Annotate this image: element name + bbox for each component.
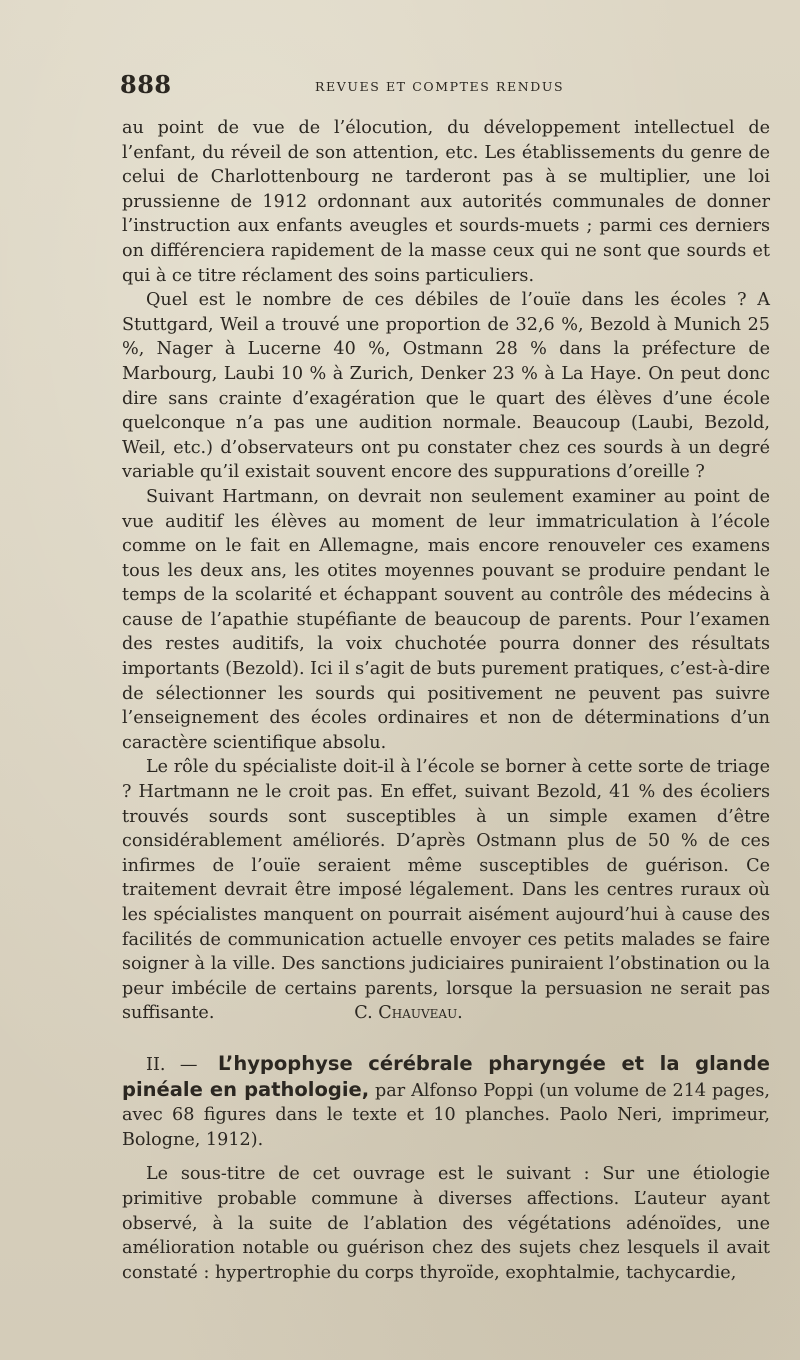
body-text: [122, 116, 770, 1285]
review-paragraph: Le sous-titre de cet ouvrage est le suivant : Sur une étiologie primitive probable commune à diverses affections. L’auteur ayant observé, à la suite de l’ablation des végétations adénoïdes, une amélioration notable ou guérison chez des sujets chez lesquels il avait constaté : hypertrophie du corps thyroïde, exophtalmie, tachycardie,: [122, 1164, 770, 1283]
review-section: [122, 1052, 770, 1285]
page-header: [120, 70, 770, 100]
paragraph-continuation: au point de vue de l’élocution, du développement intellectuel de l’enfant, du réveil de son attention, etc. Les établissements du genre de celui de Charlottenbourg ne tarderont pas à se multiplier, une loi prussienne de 1912 ordonnant aux autorités communales de donner l’instruction aux enfants aveugles et sourds-muets ; parmi ces derniers on différenciera rapidement de la masse ceux qui ne sont que sourds et qui à ce titre réclament des soins particuliers.: [122, 118, 770, 286]
review-title: L’hypophyse cérébrale pharyngée et la glande pinéale en pathologie,: [122, 1051, 770, 1101]
review-details: par Alfonso Poppi (un volume de 214 pages, avec 68 figures dans le texte et 10 planches. Paolo Neri, imprimeur, Bologne, 1912).: [122, 1080, 771, 1150]
review-number: II. —: [146, 1054, 198, 1075]
paragraph: Quel est le nombre de ces débiles de l’ouïe dans les écoles ? A Stuttgard, Weil a trouvé une proportion de 32,6 %, Bezold à Munich 25 %, Nager à Lucerne 40 %, Ostmann 28 % dans la préfecture de Marbourg, Laubi 10 % à Zurich, Denker 23 % à La Haye. On peut donc dire sans crainte d’exagération que le quart des élèves d’une école quelconque n’a pas une audition normale. Beaucoup (Laubi, Bezold, Weil, etc.) d’observateurs ont pu constater chez ces sourds à un degré variable qu’il existait souvent encore des suppurations d’oreille ?: [122, 290, 770, 483]
paragraph: [122, 755, 770, 1026]
page-number: 888: [120, 70, 172, 99]
paragraph-text: Le rôle du spécialiste doit-il à l’école se borner à cette sorte de triage ? Hartmann ne le croit pas. En effet, suivant Bezold, 41 % des écoliers trouvés sourds sont susceptibles à un simple examen d’être considérablement améliorés. D’après Ostmann plus de 50 % de ces infirmes de l’ouïe seraient même susceptibles de guérison. Ce traitement devrait être imposé légalement. Dans les centres ruraux où les spécialistes manquent on pourrait aisément aujourd’hui à cause des facilités de communication actuelle envoyer ces petits malades se faire soigner à la ville. Des sanctions judiciaires puniraient l’obstination ou la peur imbécile de certains parents, lorsque la persuasion ne serait pas suffisante.: [122, 757, 770, 1024]
running-title: REVUES ET COMPTES RENDUS: [315, 79, 565, 94]
paragraph: Suivant Hartmann, on devrait non seulement examiner au point de vue auditif les élèves au moment de leur immatriculation à l’école comme on le fait en Allemagne, mais encore renouveler ces examens tous les deux ans, les otites moyennes pouvant se produire pendant le temps de la scolarité et échappant souvent au contrôle des médecins à cause de l’apathie stupéfiante de beaucoup de parents. Pour l’examen des restes auditifs, la voix chuchotée pourra donner des résultats importants (Bezold). Ici il s’agit de buts purement pratiques, c’est-à-dire de sélectionner les sourds qui positivement ne peuvent pas suivre l’enseignement des écoles ordinaires et non de déterminations d’un caractère scientifique absolu.: [122, 486, 770, 753]
author-signature: C. Chauveau.: [354, 1003, 463, 1024]
review-heading: [122, 1052, 770, 1152]
